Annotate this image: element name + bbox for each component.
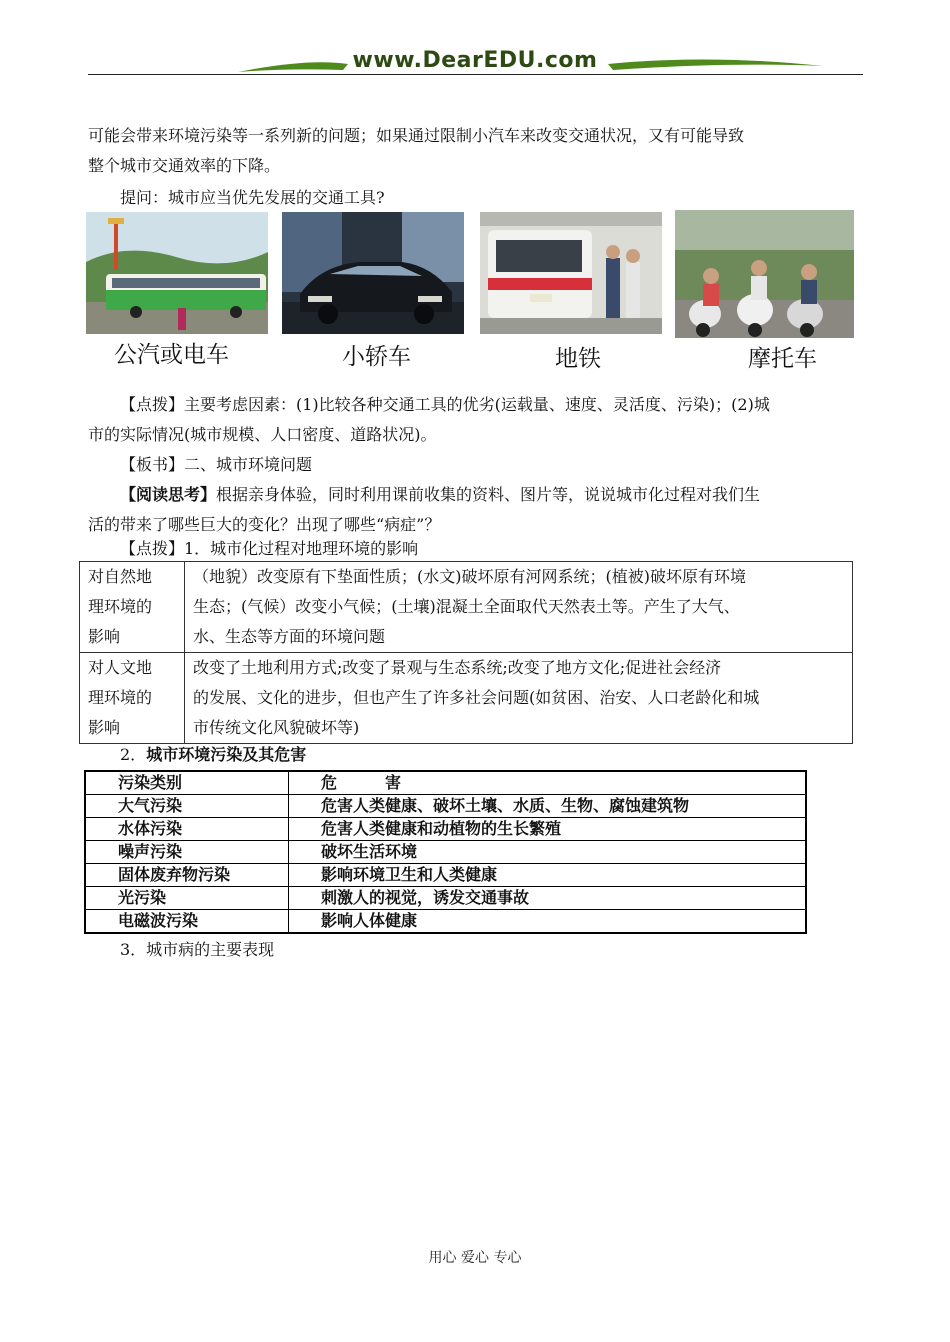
tips-line-2: 市的实际情况(城市规模、人口密度、道路状况)。 — [88, 425, 437, 444]
pollution-table — [84, 770, 807, 934]
header-site-name: www.DearEDU.com — [352, 48, 598, 73]
header-cell: 污染类别 — [85, 771, 289, 795]
bus-caption: 公汽或电车 — [114, 342, 229, 368]
pollution-type-cell: 大气污染 — [85, 795, 289, 818]
subway-caption: 地铁 — [555, 346, 601, 372]
pollution-harm-cell: 危害人类健康、破坏土壤、水质、生物、腐蚀建筑物 — [289, 795, 807, 818]
subway-image — [480, 212, 662, 334]
question-line: 提问：城市应当优先发展的交通工具? — [120, 188, 385, 207]
header-cell: 危 害 — [289, 771, 807, 795]
table-row — [80, 653, 853, 744]
pollution-harm-cell: 刺激人的视觉，诱发交通事故 — [289, 887, 807, 910]
pollution-type-cell: 固体废弃物污染 — [85, 864, 289, 887]
table-row — [85, 818, 806, 841]
pollution-type-cell: 电磁波污染 — [85, 910, 289, 934]
impact-head-natural: 对自然地 理环境的 影响 — [80, 562, 185, 653]
paragraph-line-1: 可能会带来环境污染等一系列新的问题；如果通过限制小汽车来改变交通状况，又有可能导致 — [88, 126, 745, 145]
section-3-heading: 3．城市病的主要表现 — [120, 940, 275, 959]
pollution-harm-cell: 影响人体健康 — [289, 910, 807, 934]
board-line: 【板书】二、城市环境问题 — [120, 455, 313, 474]
table-row — [85, 864, 806, 887]
bus-image — [86, 212, 268, 334]
pollution-type-cell: 光污染 — [85, 887, 289, 910]
reading-line-2: 活的带来了哪些巨大的变化？出现了哪些“病症”？ — [88, 515, 441, 534]
impact-table — [79, 561, 853, 744]
table-header-row — [85, 771, 806, 795]
car-caption: 小轿车 — [342, 344, 411, 370]
table-row — [85, 841, 806, 864]
header-rule — [88, 74, 863, 75]
pollution-harm-cell: 破坏生活环境 — [289, 841, 807, 864]
reading-line-1 — [120, 480, 760, 510]
table-row — [85, 910, 806, 934]
table-row — [85, 795, 806, 818]
impact-body-human: 改变了土地利用方式;改变了景观与生态系统;改变了地方文化;促进社会经济 的发展、文化的进步，但也产生了许多社会问题(如贫困、治安、人口老龄化和城 市传统文化风貌破坏等) — [185, 653, 853, 744]
tips-2-line: 【点拨】1．城市化过程对地理环境的影响 — [120, 539, 419, 558]
reading-label: 【阅读思考】 — [120, 485, 217, 504]
table-row — [80, 562, 853, 653]
pollution-harm-cell: 影响环境卫生和人类健康 — [289, 864, 807, 887]
tips-line-1: 【点拨】主要考虑因素：(1)比较各种交通工具的优劣(运载量、速度、灵活度、污染)；(2)城 — [120, 395, 770, 414]
pollution-type-cell: 噪声污染 — [85, 841, 289, 864]
paragraph-line-2: 整个城市交通效率的下降。 — [88, 156, 281, 175]
table-row — [85, 887, 806, 910]
pollution-type-cell: 水体污染 — [85, 818, 289, 841]
motorcycle-caption: 摩托车 — [748, 346, 817, 372]
motorcycle-image — [675, 210, 854, 338]
car-image — [282, 212, 464, 334]
page-footer: 用心 爱心 专心 — [428, 1250, 522, 1266]
reading-text: 根据亲身体验，同时利用课前收集的资料、图片等，说说城市化过程对我们生 — [216, 485, 761, 504]
section-2-heading: 2．城市环境污染及其危害 — [120, 745, 307, 764]
impact-head-human: 对人文地 理环境的 影响 — [80, 653, 185, 744]
pollution-harm-cell: 危害人类健康和动植物的生长繁殖 — [289, 818, 807, 841]
impact-body-natural: （地貌）改变原有下垫面性质；(水文)破坏原有河网系统；(植被)破坏原有环境 生态；(气候）改变小气候；(土壤)混凝土全面取代天然表土等。产生了大气、 水、生态等方面的环境问题 — [185, 562, 853, 653]
